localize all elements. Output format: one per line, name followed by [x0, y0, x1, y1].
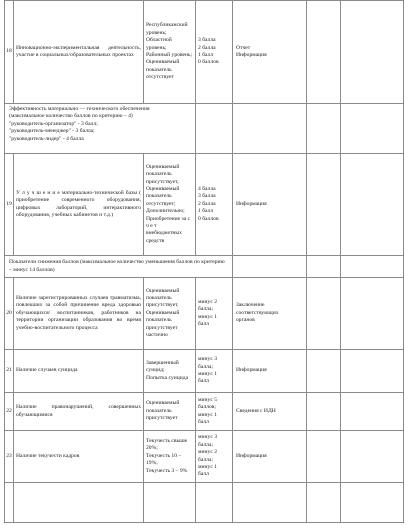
- source-cell: [233, 393, 307, 431]
- empty-cell: [341, 278, 404, 350]
- table-row: [5, 431, 404, 483]
- row-number: 19: [5, 154, 14, 256]
- criteria-line: Оцениваемый показатель присутствует: [146, 400, 180, 422]
- section-line: (максимальное количество баллов по критерию – 4): [9, 113, 133, 120]
- score-line: минус 1: [198, 371, 218, 377]
- empty-cell: [307, 431, 341, 483]
- score-line: 0 баллов: [198, 215, 219, 222]
- section-heading-material: [5, 104, 196, 154]
- score-line: 4 балла: [198, 185, 216, 192]
- section-line: "руководитель-лидер" - 4 балла: [9, 135, 84, 142]
- section-row: [5, 104, 404, 154]
- score-line: балла;: [198, 306, 213, 313]
- section-line: "руководитель-организатор" - 3 балл;: [9, 120, 98, 127]
- score-line: балла;: [198, 441, 213, 448]
- score-line: 1 балл: [198, 208, 214, 215]
- empty-cell: [307, 393, 341, 431]
- section-row: [5, 256, 404, 278]
- empty-cell: [341, 350, 404, 393]
- score-line: минус 2: [198, 298, 218, 305]
- source-line: Сведения с ИДН: [236, 407, 276, 414]
- score-cell: [196, 154, 233, 256]
- row-number: 21: [5, 350, 14, 393]
- score-line: минус 2: [198, 449, 218, 456]
- score-line: 0 баллов: [198, 59, 219, 66]
- score-cell: [196, 350, 233, 393]
- row-number: 22: [5, 393, 14, 431]
- empty-cell: [341, 256, 404, 278]
- source-line: Отчет: [236, 44, 251, 51]
- score-line: балл: [198, 378, 209, 385]
- score-cell: [196, 431, 233, 483]
- table-row: [5, 350, 404, 393]
- source-line: Информация: [236, 367, 267, 374]
- table-row: [5, 154, 404, 256]
- table-row: [5, 483, 404, 523]
- source-cell: [233, 431, 307, 483]
- indicator-name: Наличие правонарушений, совершенных обучающимися: [14, 393, 144, 431]
- source-cell: [233, 1, 307, 104]
- score-cell: [196, 278, 233, 350]
- score-line: минус 3: [198, 434, 218, 441]
- score-line: 2 балла: [198, 200, 216, 207]
- empty-cell: [307, 350, 341, 393]
- criteria-line: Районный уровень;: [146, 52, 193, 58]
- empty-cell: [233, 104, 307, 154]
- criteria-cell: [144, 278, 196, 350]
- score-line: балл: [198, 418, 209, 425]
- score-line: 3 балла: [198, 37, 216, 44]
- empty-cell: [341, 431, 404, 483]
- empty-cell: [307, 256, 341, 278]
- indicator-name: Наличие текучести кадров: [14, 431, 144, 483]
- table-row: [5, 1, 404, 104]
- section-line: Эффективность материально — технического обеспечения: [9, 106, 150, 112]
- indicator-name: Наличие зарегистрированных случаев травматизма, повлекших за собой причинение вреда здоровью обучающихся/ воспитанников, работников на территории организации образования во время учебно-воспитательного процесса: [14, 278, 144, 350]
- criteria-cell: [144, 350, 196, 393]
- score-line: минус 1: [198, 463, 218, 470]
- source-cell: [233, 278, 307, 350]
- criteria-line: Оцениваемый показатель присутствует, Оцениваемый показатель отсутствует; Дополнительно; Приобретение за с ч е т внебюджетных средств: [146, 163, 191, 244]
- criteria-cell: [144, 1, 196, 104]
- section-heading-deductions: Показатели снижения баллов (максимальное количество уменьшения баллов по критерию – минус 14 баллов): [5, 256, 233, 278]
- score-line: минус 1: [198, 313, 218, 320]
- source-cell: [233, 350, 307, 393]
- table-row: [5, 393, 404, 431]
- empty-cell: [5, 483, 14, 523]
- empty-cell: [341, 104, 404, 154]
- source-line: Информация: [236, 52, 267, 58]
- empty-cell: [341, 1, 404, 104]
- empty-cell: [341, 483, 404, 523]
- score-line: минус 5: [198, 396, 218, 403]
- source-line: Информация: [236, 200, 267, 207]
- score-line: баллов;: [198, 404, 216, 411]
- indicator-name: Наличие случаев суицида: [14, 350, 144, 393]
- row-number: 18: [5, 1, 14, 104]
- score-line: балл: [198, 320, 209, 327]
- criteria-line: Республиканский уровень;: [146, 22, 188, 36]
- criteria-line: Попытка суицида: [146, 374, 189, 381]
- empty-cell: [341, 393, 404, 431]
- score-line: 3 балла: [198, 193, 216, 200]
- empty-cell: [233, 256, 307, 278]
- score-line: минус 3: [198, 356, 218, 363]
- criteria-cell: [144, 154, 196, 256]
- criteria-line: Текучесть свыше 20%;: [146, 437, 188, 452]
- empty-cell: [307, 1, 341, 104]
- empty-cell: [307, 154, 341, 256]
- score-line: балла;: [198, 363, 213, 370]
- criteria-line: Текучесть 10 – 19%;: [146, 452, 182, 467]
- criteria-cell: [144, 393, 196, 431]
- indicator-name: Инновационно-экспериментальная деятельность, участие в социальных/образовательных проектах: [14, 1, 144, 104]
- criteria-line: Текучесть 3 – 9%: [146, 467, 188, 474]
- criteria-line: Завершенный суицид;: [146, 359, 179, 374]
- source-line: Заключение: [236, 302, 265, 309]
- score-line: 1 балл: [198, 52, 214, 58]
- empty-cell: [233, 483, 307, 523]
- row-number: 23: [5, 431, 14, 483]
- criteria-line: Оцениваемый показатель присутствует, Оцениваемый показатель присутствует частично: [146, 287, 180, 339]
- criteria-line: Областной уровень;: [146, 37, 172, 51]
- score-line: 2 балла: [198, 44, 216, 51]
- empty-cell: [307, 278, 341, 350]
- empty-cell: [341, 154, 404, 256]
- source-cell: [233, 154, 307, 256]
- empty-cell: [14, 483, 144, 523]
- empty-cell: [307, 104, 341, 154]
- score-cell: [196, 1, 233, 104]
- criteria-line: Оцениваемый показатель отсутствует: [146, 59, 180, 81]
- score-cell: [196, 393, 233, 431]
- empty-cell: [307, 483, 341, 523]
- score-line: балл: [198, 471, 209, 478]
- empty-cell: [144, 483, 196, 523]
- section-line: "руководитель-менеджер" - 3 балла;: [9, 128, 95, 135]
- empty-cell: [196, 104, 233, 154]
- empty-cell: [196, 483, 233, 523]
- score-line: балла;: [198, 456, 213, 463]
- table-row: [5, 278, 404, 350]
- source-line: соответствующих: [236, 309, 279, 316]
- source-line: органов: [236, 317, 255, 324]
- score-line: минус 1: [198, 411, 218, 418]
- source-line: Информация: [236, 452, 267, 459]
- criteria-cell: [144, 431, 196, 483]
- criteria-table: [4, 0, 404, 523]
- row-number: 20: [5, 278, 14, 350]
- indicator-name: У л у ч ш е н и е материально-технической базы ( приобретение современного оборудования, цифровых лабораторий, интерактивного оборудования, учебных кабинетов и т.д.): [14, 154, 144, 256]
